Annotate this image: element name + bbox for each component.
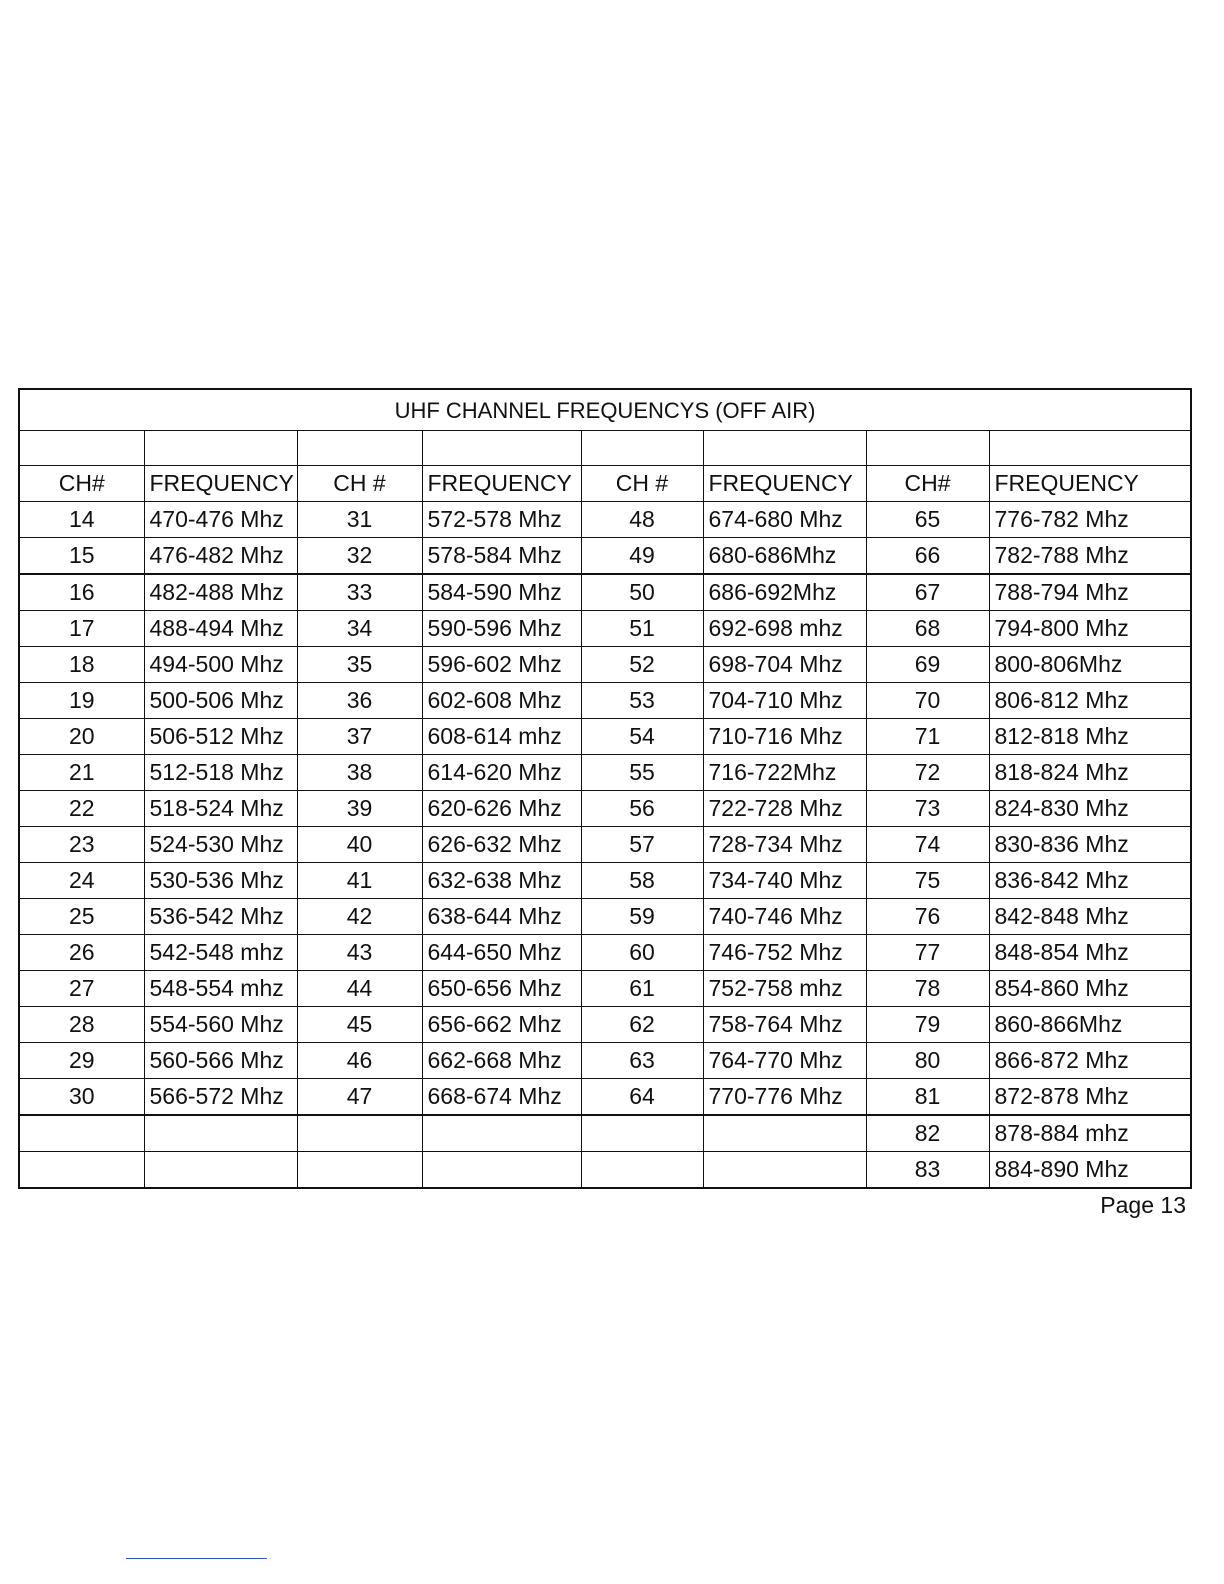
- spacer-cell: [144, 431, 297, 466]
- channel-cell: 16: [19, 574, 144, 611]
- frequency-cell: 764-770 Mhz: [703, 1043, 866, 1079]
- channel-cell: 37: [297, 719, 422, 755]
- table-title-row: [19, 389, 1191, 431]
- frequency-cell: 638-644 Mhz: [422, 899, 581, 935]
- frequency-cell: 860-866Mhz: [989, 1007, 1191, 1043]
- frequency-cell: 644-650 Mhz: [422, 935, 581, 971]
- frequency-cell: 590-596 Mhz: [422, 611, 581, 647]
- channel-cell: 56: [581, 791, 703, 827]
- frequency-cell: 674-680 Mhz: [703, 502, 866, 538]
- table-row: [19, 647, 1191, 683]
- frequency-cell: 476-482 Mhz: [144, 538, 297, 575]
- channel-cell: 78: [866, 971, 989, 1007]
- frequency-cell: 842-848 Mhz: [989, 899, 1191, 935]
- frequency-cell: 800-806Mhz: [989, 647, 1191, 683]
- frequency-cell: 554-560 Mhz: [144, 1007, 297, 1043]
- spacer-cell: [866, 431, 989, 466]
- frequency-cell: 566-572 Mhz: [144, 1079, 297, 1116]
- frequency-cell: 836-842 Mhz: [989, 863, 1191, 899]
- frequency-cell: 656-662 Mhz: [422, 1007, 581, 1043]
- table-row: [19, 935, 1191, 971]
- spacer-cell: [989, 431, 1191, 466]
- frequency-cell: 614-620 Mhz: [422, 755, 581, 791]
- frequency-cell: 728-734 Mhz: [703, 827, 866, 863]
- frequency-cell: 608-614 mhz: [422, 719, 581, 755]
- channel-cell: 17: [19, 611, 144, 647]
- frequency-cell: 602-608 Mhz: [422, 683, 581, 719]
- frequency-cell: 884-890 Mhz: [989, 1152, 1191, 1189]
- frequency-cell: 632-638 Mhz: [422, 863, 581, 899]
- channel-cell: 20: [19, 719, 144, 755]
- header-channel: CH #: [581, 466, 703, 502]
- channel-cell: 47: [297, 1079, 422, 1116]
- table-row: [19, 611, 1191, 647]
- header-channel: CH #: [297, 466, 422, 502]
- table-row: [19, 1043, 1191, 1079]
- channel-cell: 68: [866, 611, 989, 647]
- table-row: [19, 1152, 1191, 1189]
- channel-cell: 52: [581, 647, 703, 683]
- channel-cell: 61: [581, 971, 703, 1007]
- spacer-cell: [422, 431, 581, 466]
- frequency-cell: 620-626 Mhz: [422, 791, 581, 827]
- frequency-cell: 878-884 mhz: [989, 1115, 1191, 1152]
- channel-cell: 44: [297, 971, 422, 1007]
- channel-cell: [297, 1152, 422, 1189]
- table-row: [19, 683, 1191, 719]
- channel-cell: [297, 1115, 422, 1152]
- frequency-cell: 848-854 Mhz: [989, 935, 1191, 971]
- frequency-cell: 866-872 Mhz: [989, 1043, 1191, 1079]
- table-row: [19, 755, 1191, 791]
- channel-cell: 30: [19, 1079, 144, 1116]
- channel-cell: 74: [866, 827, 989, 863]
- channel-cell: 72: [866, 755, 989, 791]
- channel-cell: 50: [581, 574, 703, 611]
- channel-cell: 21: [19, 755, 144, 791]
- footer-rule: [126, 1558, 267, 1559]
- channel-cell: 71: [866, 719, 989, 755]
- channel-cell: 82: [866, 1115, 989, 1152]
- channel-cell: 65: [866, 502, 989, 538]
- channel-cell: 33: [297, 574, 422, 611]
- frequency-cell: 536-542 Mhz: [144, 899, 297, 935]
- header-row: [19, 466, 1191, 502]
- channel-cell: 79: [866, 1007, 989, 1043]
- frequency-cell: 782-788 Mhz: [989, 538, 1191, 575]
- frequency-cell: 806-812 Mhz: [989, 683, 1191, 719]
- frequency-cell: 710-716 Mhz: [703, 719, 866, 755]
- table-title: UHF CHANNEL FREQUENCYS (OFF AIR): [19, 389, 1191, 431]
- frequency-cell: 680-686Mhz: [703, 538, 866, 575]
- channel-cell: 32: [297, 538, 422, 575]
- frequency-cell: 752-758 mhz: [703, 971, 866, 1007]
- table-row: [19, 827, 1191, 863]
- frequency-cell: 572-578 Mhz: [422, 502, 581, 538]
- frequency-cell: 758-764 Mhz: [703, 1007, 866, 1043]
- frequency-cell: 530-536 Mhz: [144, 863, 297, 899]
- header-channel: CH#: [866, 466, 989, 502]
- table-row: [19, 971, 1191, 1007]
- spacer-cell: [581, 431, 703, 466]
- channel-cell: 41: [297, 863, 422, 899]
- frequency-cell: 788-794 Mhz: [989, 574, 1191, 611]
- channel-cell: 80: [866, 1043, 989, 1079]
- table-row: [19, 574, 1191, 611]
- frequency-cell: [144, 1115, 297, 1152]
- channel-cell: 49: [581, 538, 703, 575]
- frequency-cell: 854-860 Mhz: [989, 971, 1191, 1007]
- channel-cell: 29: [19, 1043, 144, 1079]
- channel-cell: 38: [297, 755, 422, 791]
- frequency-cell: 776-782 Mhz: [989, 502, 1191, 538]
- header-channel: CH#: [19, 466, 144, 502]
- frequency-cell: 506-512 Mhz: [144, 719, 297, 755]
- channel-cell: 43: [297, 935, 422, 971]
- table-row: [19, 538, 1191, 575]
- frequency-cell: 734-740 Mhz: [703, 863, 866, 899]
- channel-cell: 36: [297, 683, 422, 719]
- frequency-cell: 740-746 Mhz: [703, 899, 866, 935]
- channel-cell: 14: [19, 502, 144, 538]
- frequency-cell: 650-656 Mhz: [422, 971, 581, 1007]
- channel-cell: 58: [581, 863, 703, 899]
- frequency-cell: 470-476 Mhz: [144, 502, 297, 538]
- channel-cell: 81: [866, 1079, 989, 1116]
- channel-cell: 18: [19, 647, 144, 683]
- frequency-cell: 560-566 Mhz: [144, 1043, 297, 1079]
- channel-cell: [19, 1152, 144, 1189]
- channel-cell: 67: [866, 574, 989, 611]
- channel-cell: 27: [19, 971, 144, 1007]
- frequency-cell: [422, 1115, 581, 1152]
- channel-cell: 64: [581, 1079, 703, 1116]
- frequency-cell: 692-698 mhz: [703, 611, 866, 647]
- channel-cell: 15: [19, 538, 144, 575]
- channel-cell: 35: [297, 647, 422, 683]
- channel-cell: 77: [866, 935, 989, 971]
- spacer-row: [19, 431, 1191, 466]
- channel-cell: 62: [581, 1007, 703, 1043]
- channel-cell: 83: [866, 1152, 989, 1189]
- header-frequency: FREQUENCY: [422, 466, 581, 502]
- table-row: [19, 791, 1191, 827]
- channel-cell: 73: [866, 791, 989, 827]
- frequency-cell: 494-500 Mhz: [144, 647, 297, 683]
- frequency-cell: 662-668 Mhz: [422, 1043, 581, 1079]
- channel-cell: 25: [19, 899, 144, 935]
- channel-cell: [581, 1152, 703, 1189]
- frequency-cell: 818-824 Mhz: [989, 755, 1191, 791]
- uhf-channel-frequency-table: [18, 388, 1192, 1189]
- frequency-cell: 578-584 Mhz: [422, 538, 581, 575]
- frequency-cell: 872-878 Mhz: [989, 1079, 1191, 1116]
- frequency-cell: 686-692Mhz: [703, 574, 866, 611]
- channel-cell: 40: [297, 827, 422, 863]
- frequency-cell: 542-548 mhz: [144, 935, 297, 971]
- channel-cell: 39: [297, 791, 422, 827]
- channel-cell: 57: [581, 827, 703, 863]
- spacer-cell: [703, 431, 866, 466]
- frequency-cell: 746-752 Mhz: [703, 935, 866, 971]
- channel-cell: 70: [866, 683, 989, 719]
- frequency-cell: 488-494 Mhz: [144, 611, 297, 647]
- channel-cell: 51: [581, 611, 703, 647]
- table-row: [19, 1115, 1191, 1152]
- channel-cell: 42: [297, 899, 422, 935]
- table-row: [19, 1007, 1191, 1043]
- frequency-cell: 596-602 Mhz: [422, 647, 581, 683]
- channel-cell: 46: [297, 1043, 422, 1079]
- frequency-cell: 716-722Mhz: [703, 755, 866, 791]
- frequency-cell: 824-830 Mhz: [989, 791, 1191, 827]
- channel-cell: [581, 1115, 703, 1152]
- frequency-cell: 794-800 Mhz: [989, 611, 1191, 647]
- channel-cell: 59: [581, 899, 703, 935]
- frequency-cell: 704-710 Mhz: [703, 683, 866, 719]
- header-frequency: FREQUENCY: [989, 466, 1191, 502]
- table-row: [19, 719, 1191, 755]
- frequency-cell: 512-518 Mhz: [144, 755, 297, 791]
- header-frequency: FREQUENCY: [144, 466, 297, 502]
- page-number: Page 13: [1100, 1192, 1186, 1218]
- frequency-cell: 722-728 Mhz: [703, 791, 866, 827]
- channel-cell: 69: [866, 647, 989, 683]
- frequency-cell: 698-704 Mhz: [703, 647, 866, 683]
- spacer-cell: [297, 431, 422, 466]
- frequency-cell: [422, 1152, 581, 1189]
- channel-cell: 31: [297, 502, 422, 538]
- frequency-cell: 584-590 Mhz: [422, 574, 581, 611]
- channel-cell: 60: [581, 935, 703, 971]
- frequency-cell: 524-530 Mhz: [144, 827, 297, 863]
- frequency-cell: [703, 1115, 866, 1152]
- channel-cell: 76: [866, 899, 989, 935]
- channel-cell: 45: [297, 1007, 422, 1043]
- spacer-cell: [19, 431, 144, 466]
- frequency-cell: [144, 1152, 297, 1189]
- channel-cell: 34: [297, 611, 422, 647]
- channel-cell: 55: [581, 755, 703, 791]
- channel-cell: 28: [19, 1007, 144, 1043]
- channel-cell: 48: [581, 502, 703, 538]
- frequency-cell: [703, 1152, 866, 1189]
- table-row: [19, 1079, 1191, 1116]
- channel-cell: 23: [19, 827, 144, 863]
- channel-cell: 63: [581, 1043, 703, 1079]
- table-row: [19, 863, 1191, 899]
- channel-cell: 26: [19, 935, 144, 971]
- channel-cell: 53: [581, 683, 703, 719]
- frequency-cell: 812-818 Mhz: [989, 719, 1191, 755]
- frequency-cell: 668-674 Mhz: [422, 1079, 581, 1116]
- frequency-cell: 548-554 mhz: [144, 971, 297, 1007]
- channel-cell: 22: [19, 791, 144, 827]
- frequency-cell: 830-836 Mhz: [989, 827, 1191, 863]
- table-row: [19, 899, 1191, 935]
- channel-cell: [19, 1115, 144, 1152]
- channel-cell: 24: [19, 863, 144, 899]
- channel-cell: 75: [866, 863, 989, 899]
- frequency-cell: 500-506 Mhz: [144, 683, 297, 719]
- channel-cell: 54: [581, 719, 703, 755]
- frequency-cell: 626-632 Mhz: [422, 827, 581, 863]
- table-row: [19, 502, 1191, 538]
- channel-cell: 66: [866, 538, 989, 575]
- frequency-cell: 482-488 Mhz: [144, 574, 297, 611]
- frequency-cell: 770-776 Mhz: [703, 1079, 866, 1116]
- header-frequency: FREQUENCY: [703, 466, 866, 502]
- frequency-cell: 518-524 Mhz: [144, 791, 297, 827]
- channel-cell: 19: [19, 683, 144, 719]
